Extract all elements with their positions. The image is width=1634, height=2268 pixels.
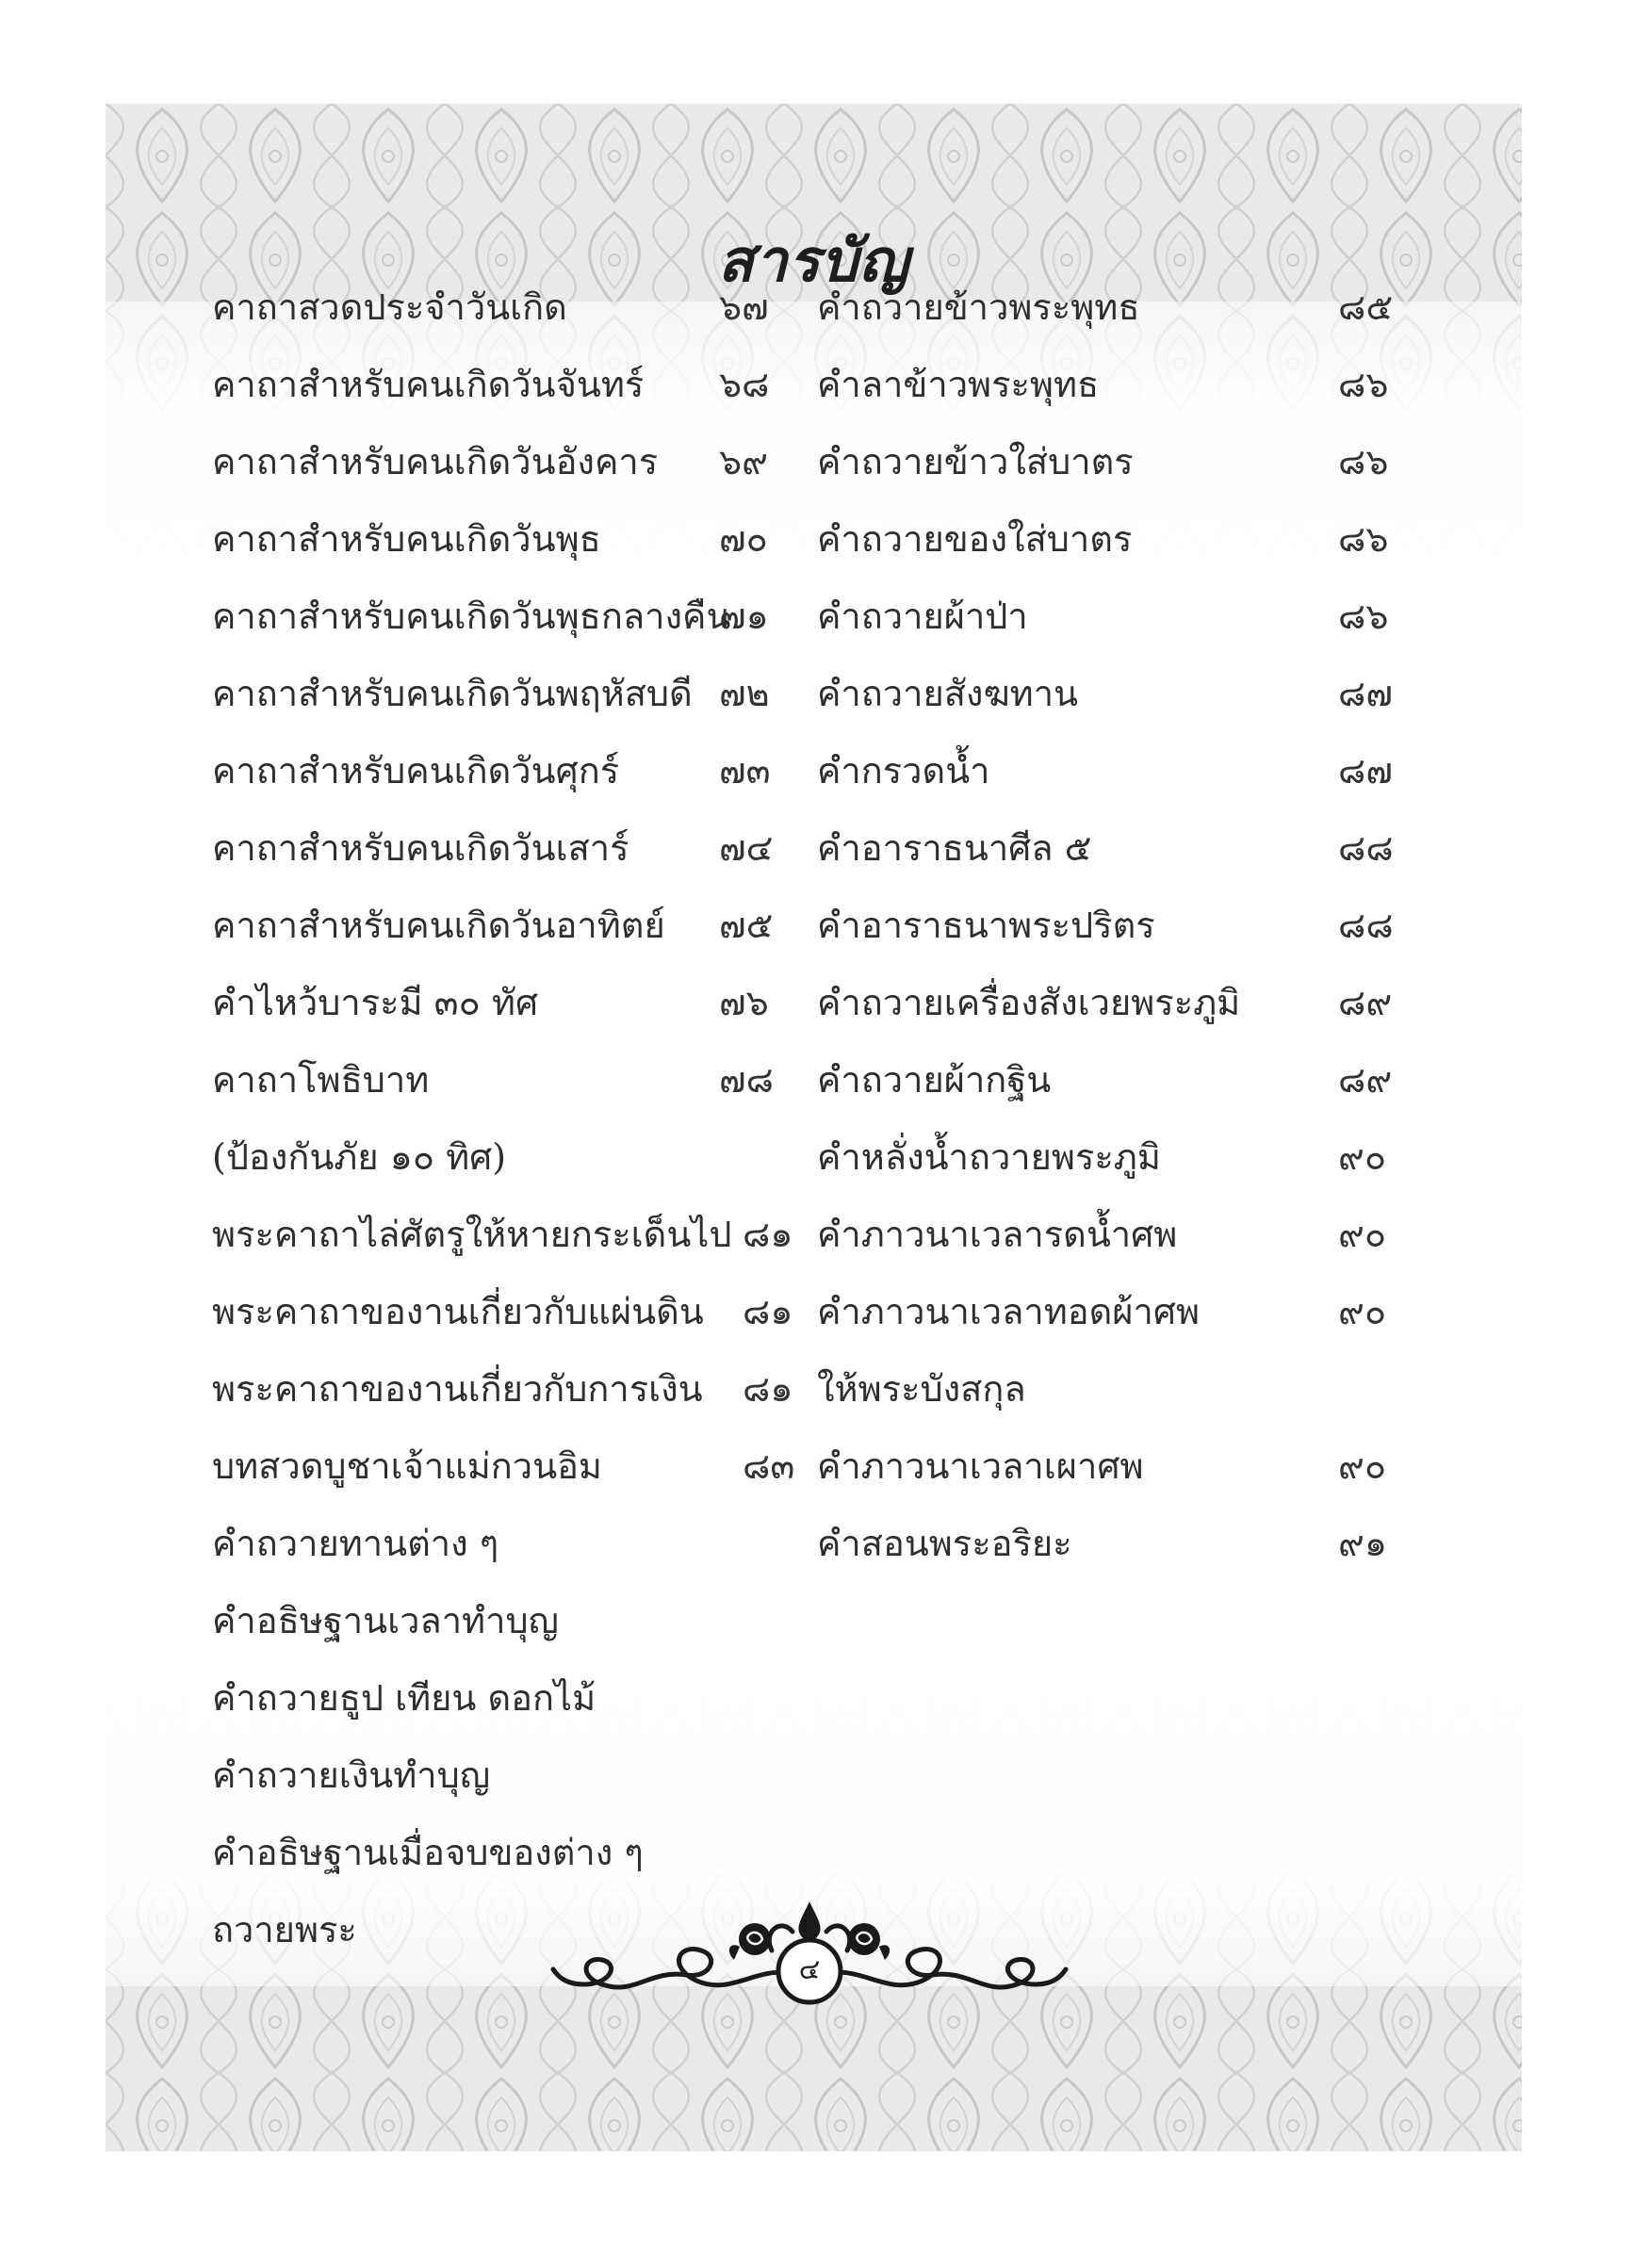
page-number: ๔ — [798, 1953, 821, 1986]
toc-left-entry: คาถาสวดประจำวันเกิด — [212, 286, 567, 328]
toc-right-entry: คำถวายข้าวใส่บาตร — [817, 441, 1134, 482]
toc-right-entry: ให้พระบังสกุล — [817, 1368, 1026, 1410]
toc-left-entry: คำถวายเงินทำบุญ — [212, 1754, 491, 1796]
toc-left-page: ๘๓ — [743, 1445, 795, 1487]
toc-left-page: ๘๑ — [743, 1368, 793, 1410]
toc-left-page: ๗๘ — [719, 1059, 774, 1101]
toc-right-entry: คำถวายผ้ากฐิน — [817, 1059, 1052, 1101]
toc-right-entry: คำหลั่งน้ำถวายพระภูมิ — [817, 1136, 1161, 1178]
toc-left-page: ๗๖ — [719, 982, 769, 1023]
toc-left-page: ๗๒ — [719, 673, 770, 714]
toc-left-entry: คำถวายธูป เทียน ดอกไม้ — [212, 1677, 596, 1719]
toc-right-page: ๘๙ — [1338, 982, 1393, 1023]
toc-left-entry: พระคาถาของานเกี่ยวกับแผ่นดิน — [212, 1291, 704, 1332]
toc-right-page: ๘๗ — [1338, 750, 1393, 791]
toc-left-entry: ถวายพระ — [212, 1909, 357, 1950]
toc-left-entry: คาถาสำหรับคนเกิดวันพุธกลางคืน — [212, 596, 731, 637]
toc-left-entry: พระคาถาไล่ศัตรูให้หายกระเด็นไป — [212, 1214, 732, 1255]
toc-right-entry: คำกรวดน้ำ — [817, 750, 990, 791]
toc-right-entry: คำลาข้าวพระพุทธ — [817, 364, 1100, 405]
toc-right-entry: คำถวายของใส่บาตร — [817, 518, 1133, 560]
toc-left-entry: คำอธิษฐานเวลาทำบุญ — [212, 1600, 559, 1641]
toc-left-page: ๖๙ — [719, 441, 768, 482]
toc-right-page: ๘๖ — [1338, 364, 1389, 405]
toc-right-page: ๙๐ — [1338, 1214, 1387, 1255]
toc-right-page: ๙๐ — [1338, 1445, 1387, 1487]
toc-left-entry: คำไหว้บาระมี ๓๐ ทัศ — [212, 982, 539, 1023]
toc-left-entry: คาถาสำหรับคนเกิดวันศุกร์ — [212, 750, 620, 791]
toc-left-entry: คาถาสำหรับคนเกิดวันเสาร์ — [212, 827, 629, 869]
toc-left-entry: คำอธิษฐานเมื่อจบของต่าง ๆ — [212, 1832, 644, 1873]
toc-left-entry: บทสวดบูชาเจ้าแม่กวนอิม — [212, 1445, 602, 1487]
toc-left-page: ๗๔ — [719, 827, 774, 869]
toc-left-page: ๖๘ — [719, 364, 770, 405]
page-title: สารบัญ — [717, 226, 910, 295]
toc-left-page: ๘๑ — [743, 1291, 793, 1332]
toc-left-page: ๖๗ — [719, 286, 769, 328]
toc-right-entry: คำภาวนาเวลาเผาศพ — [817, 1445, 1144, 1487]
toc-right-entry: คำถวายข้าวพระพุทธ — [817, 286, 1140, 328]
toc-left-entry: คาถาสำหรับคนเกิดวันอาทิตย์ — [212, 905, 665, 946]
toc-left-entry: คาถาสำหรับคนเกิดวันพฤหัสบดี — [212, 673, 693, 714]
toc-right-entry: คำสอนพระอริยะ — [817, 1523, 1072, 1564]
toc-right-page: ๘๘ — [1338, 827, 1394, 869]
toc-right-page: ๘๕ — [1338, 286, 1394, 328]
toc-right-page: ๘๘ — [1338, 905, 1394, 946]
toc-right-page: ๘๖ — [1338, 596, 1389, 637]
toc-right-entry: คำถวายเครื่องสังเวยพระภูมิ — [817, 982, 1241, 1023]
toc-right-page: ๘๙ — [1338, 1059, 1393, 1101]
toc-right-page: ๘๗ — [1338, 673, 1393, 714]
toc-left-entry: พระคาถาของานเกี่ยวกับการเงิน — [212, 1368, 703, 1410]
toc-right-page: ๘๖ — [1338, 518, 1389, 560]
toc-right-page: ๙๐ — [1338, 1291, 1387, 1332]
toc-right-entry: คำถวายสังฆทาน — [817, 673, 1079, 714]
toc-left-entry: คาถาโพธิบาท — [212, 1059, 430, 1101]
toc-left-page: ๗๑ — [719, 596, 769, 637]
toc-right-entry: คำภาวนาเวลารดน้ำศพ — [817, 1214, 1178, 1255]
toc-right-entry: คำภาวนาเวลาทอดผ้าศพ — [817, 1291, 1201, 1332]
toc-right-entry: คำอาราธนาพระปริตร — [817, 905, 1155, 946]
toc-left-entry: คาถาสำหรับคนเกิดวันพุธ — [212, 518, 601, 560]
toc-right-page: ๙๑ — [1338, 1523, 1387, 1564]
toc-right-entry: คำถวายผ้าป่า — [817, 596, 1028, 637]
toc-left-entry: คาถาสำหรับคนเกิดวันจันทร์ — [212, 364, 645, 405]
toc-right-page: ๙๐ — [1338, 1136, 1387, 1178]
toc-left-page: ๗๐ — [719, 518, 768, 560]
toc-left-entry: คำถวายทานต่าง ๆ — [212, 1523, 499, 1564]
toc-left-page: ๘๑ — [743, 1214, 793, 1255]
toc-left-entry: (ป้องกันภัย ๑๐ ทิศ) — [212, 1136, 507, 1178]
toc-right-page: ๘๖ — [1338, 441, 1389, 482]
toc-left-page: ๗๕ — [719, 905, 774, 946]
toc-left-entry: คาถาสำหรับคนเกิดวันอังคาร — [212, 441, 659, 482]
toc-left-page: ๗๓ — [719, 750, 771, 791]
toc-right-entry: คำอาราธนาศีล ๕ — [817, 827, 1092, 869]
